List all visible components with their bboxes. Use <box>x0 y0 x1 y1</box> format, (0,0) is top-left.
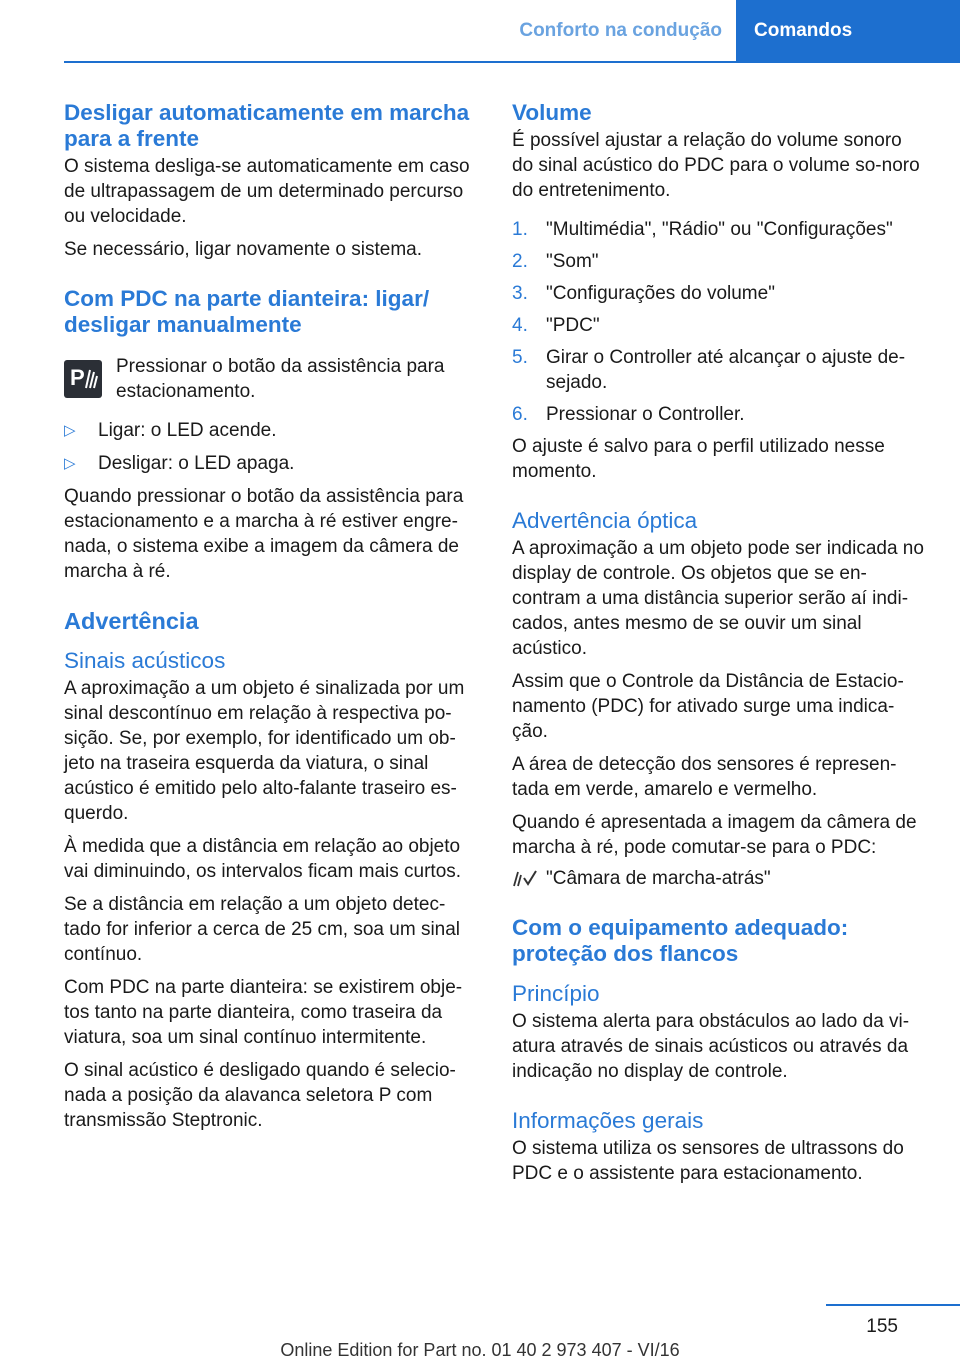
heading-info: Informações gerais <box>512 1108 704 1133</box>
triangle-bullet-icon: ▷ <box>64 455 76 472</box>
heading-warning: Advertência <box>64 608 199 634</box>
list-item: 4. "PDC" <box>512 315 600 336</box>
paragraph: É possível ajustar a relação do volume sonoro do sinal acústico do PDC para o volume so-noro do entretenimento. <box>512 130 920 201</box>
paragraph: À medida que a distância em relação ao objeto vai diminuindo, os intervalos ficam mais curtos. <box>64 836 462 882</box>
paragraph: O sistema desliga-se automaticamente em caso de ultrapassagem de um determinado percurso ou velocidade. <box>64 156 470 227</box>
list-item: ▷ Ligar: o LED acende. <box>64 420 277 441</box>
heading-manual: Com PDC na parte dianteira: ligar/ desligar manualmente <box>64 286 430 337</box>
paragraph: A aproximação a um objeto é sinalizada por um sinal descontínuo em relação à respectiva po-sição. Se, por exemplo, for identificado um ob-jeto na traseira esquerda da viatura, o sinal acústico é emitido pelo alto-falante traseiro es-querdo. <box>64 678 465 824</box>
bullet-list <box>64 418 482 476</box>
list-item: 1. "Multimédia", "Rádio" ou "Configurações" <box>512 219 893 240</box>
paragraph: Assim que o Controle da Distância de Estacio-namento (PDC) for ativado surge uma indica-ção. <box>512 671 904 742</box>
heading-optica: Advertência óptica <box>512 508 698 533</box>
paragraph: Se a distância em relação a um objeto detec-tado for inferior a cerca de 25 cm, soa um sinal contínuo. <box>64 894 461 965</box>
paragraph: Com PDC na parte dianteira: se existirem obje-tos tanto na parte dianteira, como traseira da viatura, soa um sinal contínuo intermitente. <box>64 977 463 1048</box>
pdc-button-row <box>64 354 482 404</box>
paragraph: Quando pressionar o botão da assistência para estacionamento e a marcha à ré estiver engre-nada, o sistema exibe a imagem da câmera de marcha à ré. <box>64 486 464 582</box>
camera-option-label: "Câmara de marcha-atrás" <box>546 868 771 889</box>
paragraph: Se necessário, ligar novamente o sistema. <box>64 239 423 260</box>
camera-pdc-icon <box>512 868 538 890</box>
header-section: Conforto na condução <box>519 20 722 41</box>
page-number: 155 <box>866 1316 898 1337</box>
footer-edition: Online Edition for Part no. 01 40 2 973 407 - VI/16 <box>280 1340 680 1360</box>
camera-pdc-row <box>512 866 924 891</box>
left-column <box>64 100 482 1133</box>
paragraph: Pressionar o botão da assistência para estacionamento. <box>116 356 445 402</box>
heading-sinais: Sinais acústicos <box>64 648 226 673</box>
list-item: 2. "Som" <box>512 251 599 272</box>
paragraph: O sinal acústico é desligado quando é selecio-nada a posição da alavanca seletora P com transmissão Steptronic. <box>64 1060 456 1131</box>
triangle-bullet-icon: ▷ <box>64 422 76 439</box>
paragraph: O sistema utiliza os sensores de ultrassons do PDC e o assistente para estacionamento. <box>512 1138 904 1184</box>
list-item: 3. "Configurações do volume" <box>512 283 775 304</box>
list-item: 5. Girar o Controller até alcançar o ajuste de-sejado. <box>512 347 906 393</box>
header-rule <box>64 61 960 63</box>
header-chapter-tab: Comandos <box>736 0 960 62</box>
paragraph: A área de detecção dos sensores é represen-tada em verde, amarelo e vermelho. <box>512 754 897 800</box>
list-item: 6. Pressionar o Controller. <box>512 404 745 425</box>
heading-auto-off: Desligar automaticamente em marcha para a frente <box>64 100 470 151</box>
page-header <box>0 0 960 64</box>
heading-volume: Volume <box>512 100 592 125</box>
paragraph: A aproximação a um objeto pode ser indicada no display de controle. Os objetos que se en-contram a uma distância superior serão aí indi-cados, antes mesmo de se ouvir um sinal acústico. <box>512 538 924 659</box>
paragraph: O sistema alerta para obstáculos ao lado da vi-atura através de sinais acústicos ou através da indicação no display de controle. <box>512 1011 910 1082</box>
footer-rule <box>826 1304 960 1306</box>
steps-list <box>512 217 924 427</box>
heading-principio: Princípio <box>512 981 600 1006</box>
pdc-button-icon: P <box>64 360 102 398</box>
right-column <box>512 100 924 1186</box>
paragraph: O ajuste é salvo para o perfil utilizado nesse momento. <box>512 436 885 482</box>
paragraph: Quando é apresentada a imagem da câmera de marcha à ré, pode comutar-se para o PDC: <box>512 812 917 858</box>
heading-flancos: Com o equipamento adequado: proteção dos flancos <box>512 915 849 966</box>
list-item: ▷ Desligar: o LED apaga. <box>64 453 295 474</box>
